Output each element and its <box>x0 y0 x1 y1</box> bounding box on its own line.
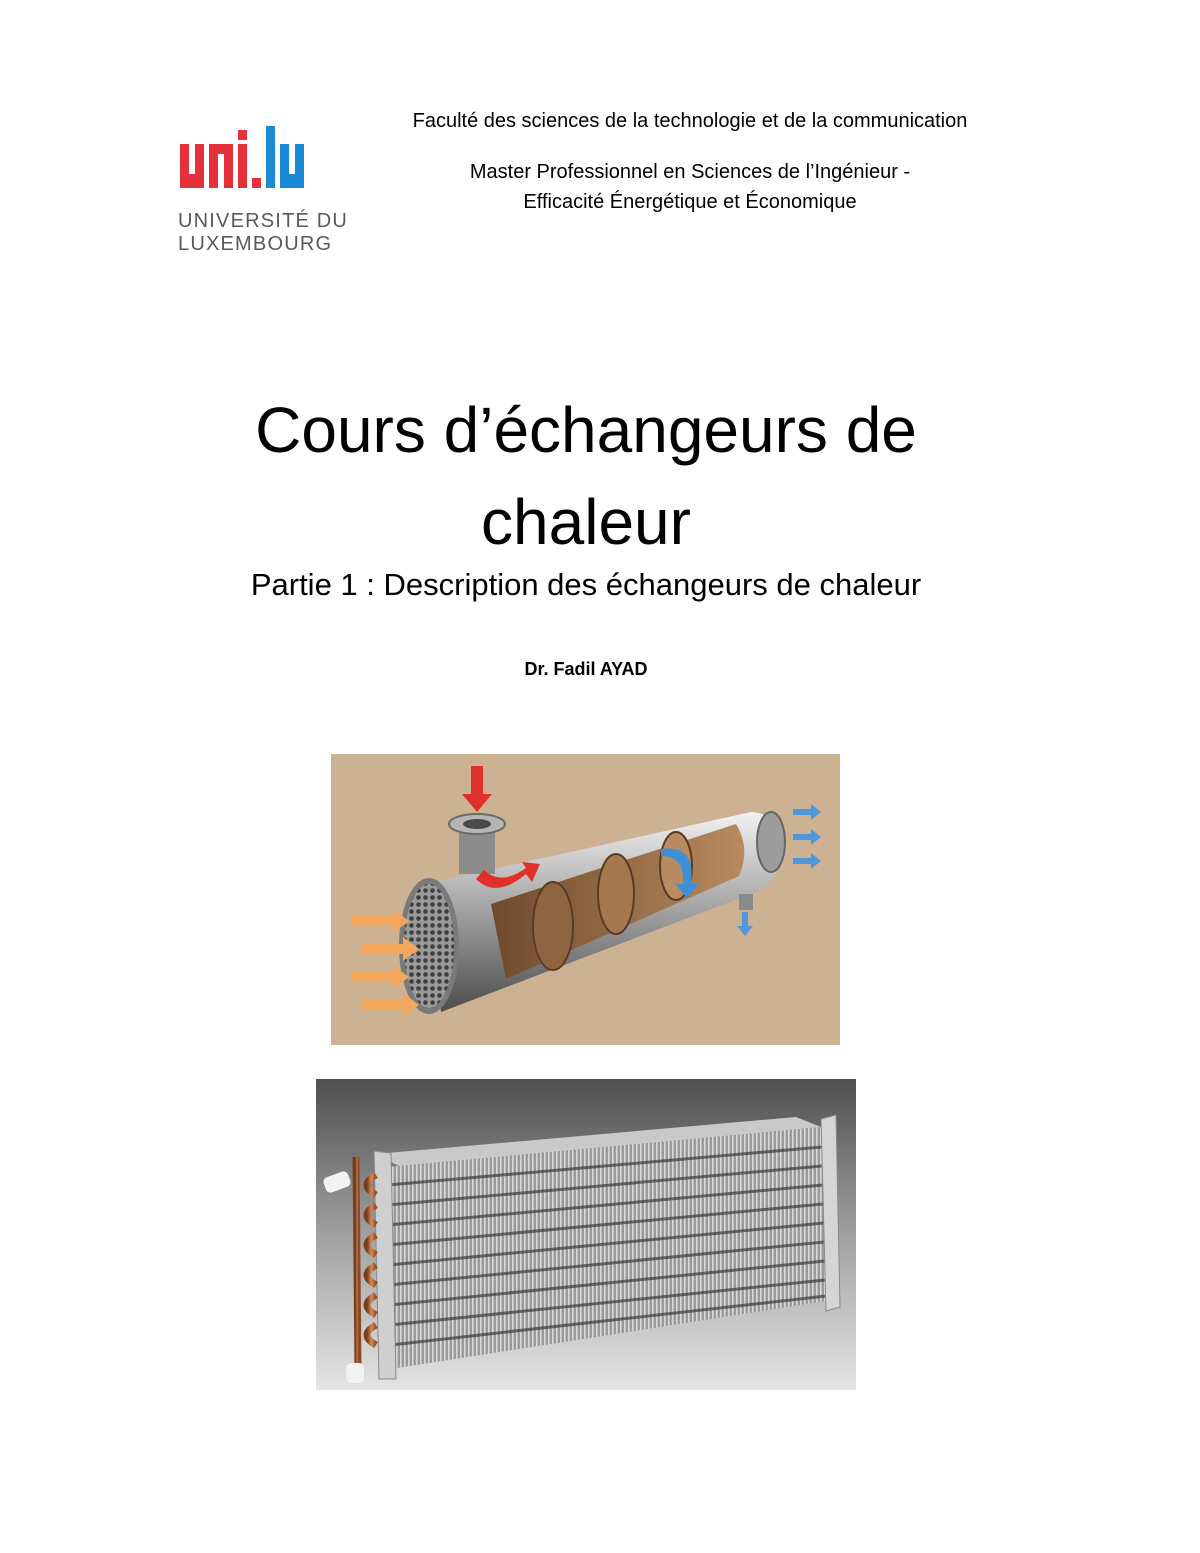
university-name-line2: LUXEMBOURG <box>178 233 333 255</box>
author-name: Dr. Fadil AYAD <box>524 659 648 679</box>
program-line2: Efficacité Énergétique et Économique <box>523 191 857 213</box>
document-title-line2: chaleur <box>481 486 691 558</box>
shell-and-tube-heat-exchanger-image <box>331 754 840 1045</box>
program-line1: Master Professionnel en Sciences de l’Ingénieur - <box>469 161 911 183</box>
document-subtitle: Partie 1 : Description des échangeurs de chaleur <box>250 567 922 602</box>
university-name-line1: UNIVERSITÉ DU <box>178 210 349 232</box>
faculty-name: Faculté des sciences de la technologie et de la communication <box>412 110 968 132</box>
finned-tube-coil-heat-exchanger-image <box>316 1079 856 1390</box>
document-title-line1: Cours d’échangeurs de <box>255 394 917 466</box>
program-name <box>300 157 1080 217</box>
header <box>300 106 1080 217</box>
document-title <box>0 384 1172 568</box>
